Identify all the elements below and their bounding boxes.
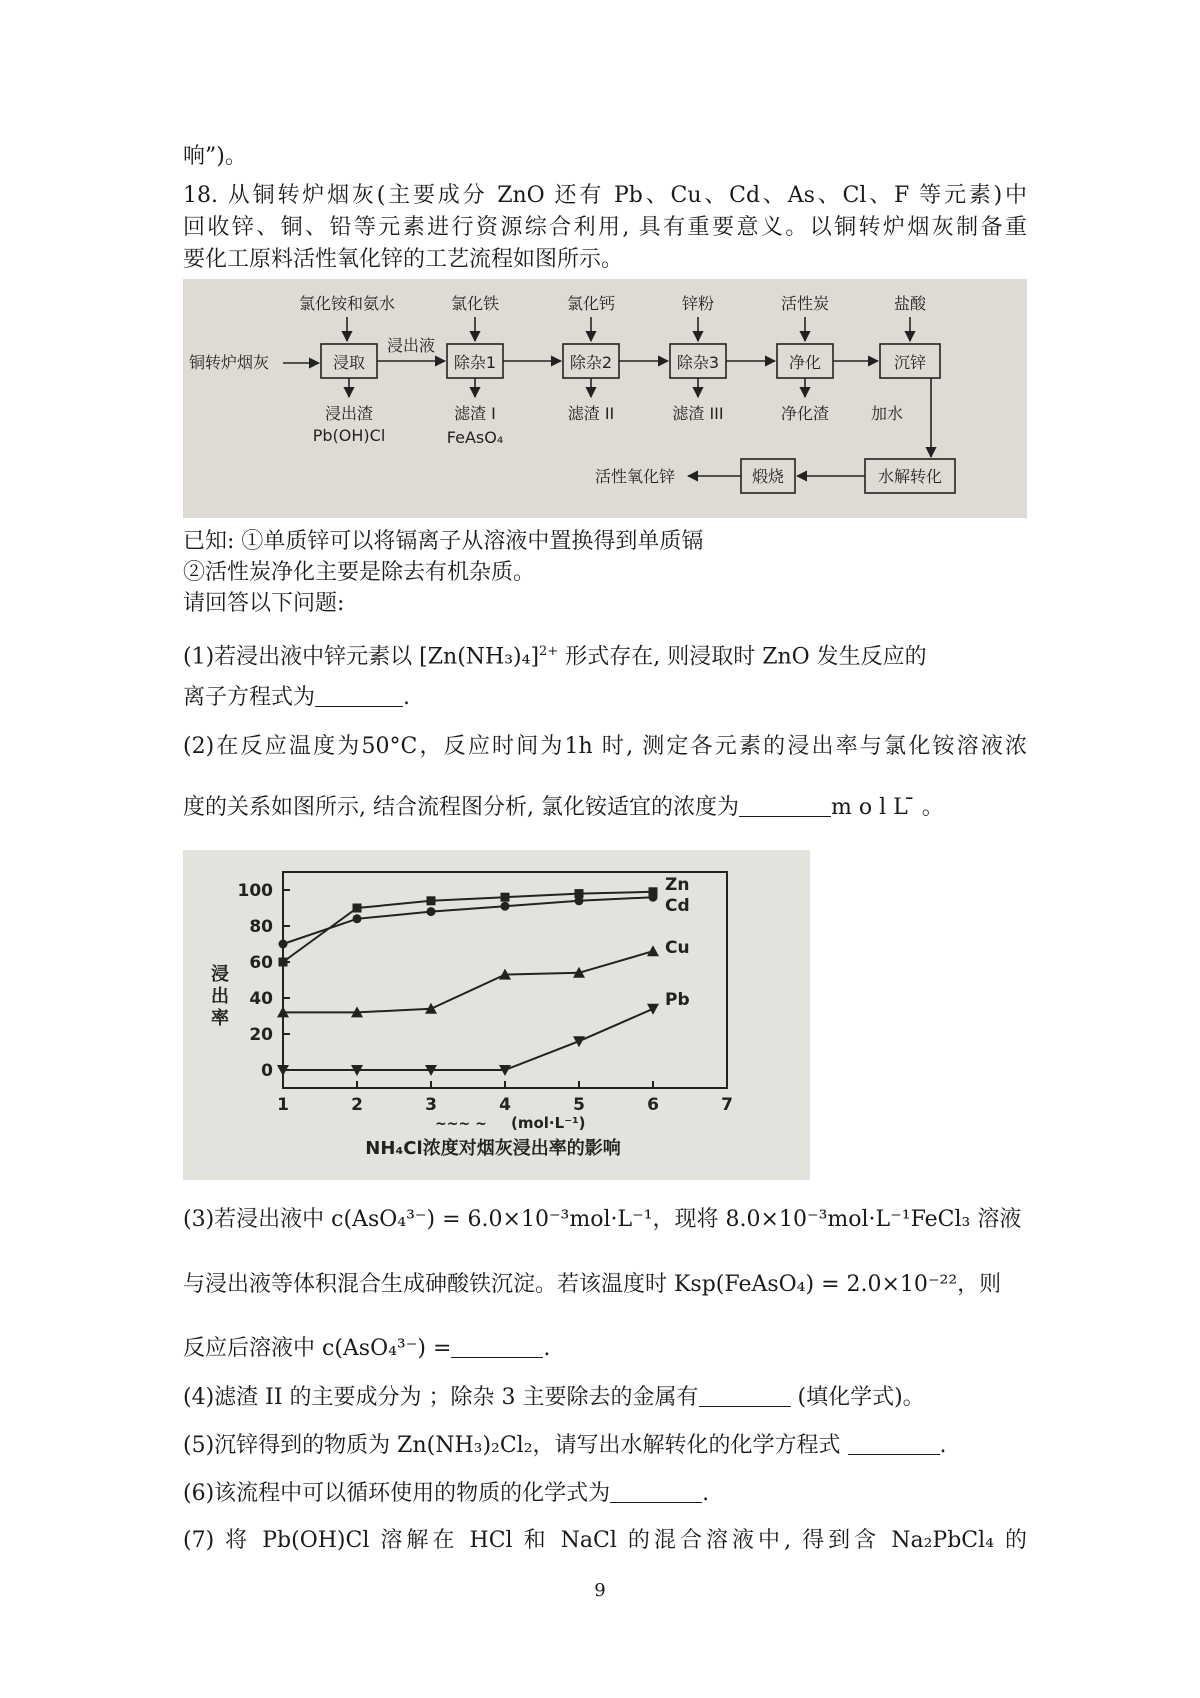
residue-1-formula: FeAsO₄ xyxy=(446,428,504,447)
x-axis-label: (mol·L⁻¹) xyxy=(511,1114,586,1132)
reagent-nh4cl-nh3: 氯化铵和氨水 xyxy=(298,294,396,313)
q1-line2 xyxy=(183,683,410,713)
legend-cd: Cd xyxy=(665,896,690,917)
reagent-activated-carbon: 活性炭 xyxy=(780,294,830,313)
q7-line: (7) 将 Pb(OH)Cl 溶解在 HCl 和 NaCl 的混合溶液中, 得到含 Na₂PbCl₄ 的 xyxy=(183,1528,1027,1553)
q1-label: 离子方程式为 xyxy=(183,685,316,710)
prev-question-tail: 响”)。 xyxy=(183,144,247,169)
x-tick-label: 7 xyxy=(721,1095,733,1115)
residue-3: 滤渣 III xyxy=(672,404,724,423)
q1-prefix: (1)若浸出液中锌元素以 xyxy=(183,644,413,670)
x-tick-label: 1 xyxy=(277,1095,289,1115)
q3-end: . xyxy=(543,1336,551,1361)
step-calcine: 煅烧 xyxy=(751,467,785,486)
point-pb xyxy=(647,1004,659,1015)
step-purify1: 除杂1 xyxy=(453,353,497,372)
q1-suffix: 形式存在, 则浸取时 ZnO 发生反应的 xyxy=(565,644,927,670)
x-tick-label: 4 xyxy=(499,1095,511,1115)
step-clean: 净化 xyxy=(788,353,822,372)
q4-end: (填化学式)。 xyxy=(790,1385,925,1410)
product-label: 活性氧化锌 xyxy=(594,467,676,486)
residue-1: 滤渣 I xyxy=(454,404,496,423)
step-hydrolysis: 水解转化 xyxy=(877,467,943,486)
q1-complex-formula: [Zn(NH₃)₄] xyxy=(419,644,540,670)
point-cu xyxy=(647,945,659,956)
y-tick-label: 60 xyxy=(249,953,273,973)
q2-label: 度的关系如图所示, 结合流程图分析, 氯化铵适宜的浓度为 xyxy=(183,795,739,820)
known-2: ②活性炭净化主要是除去有机杂质。 xyxy=(183,560,536,585)
reagent-fecl3: 氯化铁 xyxy=(450,294,500,313)
reagent-zn-powder: 锌粉 xyxy=(681,294,715,313)
y-axis-label: 浸出率 xyxy=(211,964,229,1029)
series-line-zn xyxy=(283,892,653,962)
point-cd xyxy=(575,896,584,905)
legend-pb: Pb xyxy=(665,989,690,1010)
add-water-label: 加水 xyxy=(871,404,904,423)
step-purify2: 除杂2 xyxy=(569,353,613,372)
chart-title: NH₄Cl浓度对烟灰浸出率的影响 xyxy=(365,1138,621,1159)
point-zn xyxy=(427,896,436,905)
residue-leach-formula: Pb(OH)Cl xyxy=(312,426,386,445)
x-tick-label: 6 xyxy=(647,1095,659,1115)
series-line-cu xyxy=(283,951,653,1012)
q1-line1 xyxy=(183,637,927,672)
q5-label: (5)沉锌得到的物质为 Zn(NH₃)₂Cl₂，请写出水解转化的化学方程式 xyxy=(183,1433,848,1458)
y-tick-label: 40 xyxy=(249,989,273,1009)
point-cd xyxy=(501,902,510,911)
q4-label: (4)滤渣 II 的主要成分为 ；除杂 3 主要除去的金属有 xyxy=(183,1385,699,1410)
q1-answer-blank[interactable] xyxy=(315,684,403,707)
q18-stem-line3: 要化工原料活性氧化锌的工艺流程如图所示。 xyxy=(183,247,624,272)
y-tick-label: 20 xyxy=(249,1025,273,1045)
point-cd xyxy=(649,893,658,902)
x-tick-label: 3 xyxy=(425,1095,437,1115)
q6-line xyxy=(183,1479,709,1509)
q4-line xyxy=(183,1383,925,1413)
q2-answer-blank[interactable] xyxy=(739,794,831,817)
q2-unit: m o l L ̄ 。 xyxy=(830,795,944,820)
q18-stem-line2: 回收锌、铜、铅等元素进行资源综合利用, 具有重要意义。以铜转炉烟灰制备重 xyxy=(183,215,1027,240)
q5-answer-blank[interactable] xyxy=(848,1432,940,1455)
q1-end: . xyxy=(403,685,411,710)
q6-end: . xyxy=(702,1481,710,1506)
q5-line xyxy=(183,1431,947,1461)
q3-line2: 与浸出液等体积混合生成砷酸铁沉淀。若该温度时 Ksp(FeAsO₄) = 2.0×10⁻²²，则 xyxy=(183,1272,1002,1297)
point-cd xyxy=(353,914,362,923)
residue-clean: 净化渣 xyxy=(780,404,830,423)
stream-leachate: 浸出液 xyxy=(386,336,436,355)
q2-line1: (2)在反应温度为50°C，反应时间为1h 时, 测定各元素的浸出率与氯化铵溶液浓 xyxy=(183,734,1027,759)
residue-leach: 浸出渣 xyxy=(324,404,374,423)
x-tick-label: 2 xyxy=(351,1095,363,1115)
feed-label: 铜转炉烟灰 xyxy=(189,353,270,372)
x-tick-label: 5 xyxy=(573,1095,585,1115)
step-purify3: 除杂3 xyxy=(676,353,720,372)
q6-label: (6)该流程中可以循环使用的物质的化学式为 xyxy=(183,1481,611,1506)
series-line-pb xyxy=(283,1009,653,1070)
q3-line3 xyxy=(183,1334,550,1364)
q4-answer-blank[interactable] xyxy=(699,1384,791,1407)
q3-answer-blank[interactable] xyxy=(451,1335,543,1358)
point-pb xyxy=(573,1036,585,1047)
step-leach: 浸取 xyxy=(332,353,366,372)
point-cd xyxy=(279,940,288,949)
q3-line1: (3)若浸出液中 c(AsO₄³⁻) = 6.0×10⁻³mol·L⁻¹，现将 8.0×10⁻³mol·L⁻¹FeCl₃ 溶液 xyxy=(183,1207,1022,1232)
q1-complex-charge: 2+ xyxy=(539,644,559,659)
flow-svg xyxy=(183,279,1027,518)
process-flow-diagram xyxy=(183,279,1027,518)
q2-line2 xyxy=(183,793,944,823)
reagent-hcl: 盐酸 xyxy=(893,294,927,313)
q6-answer-blank[interactable] xyxy=(610,1480,702,1503)
residue-2: 滤渣 II xyxy=(567,404,615,423)
point-cd xyxy=(427,907,436,916)
legend-cu: Cu xyxy=(665,938,690,959)
x-axis-label-prefix: ~~~ ~ xyxy=(435,1116,487,1132)
point-zn xyxy=(279,958,288,967)
prompt-answer: 请回答以下问题: xyxy=(183,591,345,616)
page-number: 9 xyxy=(594,1580,606,1601)
q18-stem-line1: 18. 从铜转炉烟灰(主要成分 ZnO 还有 Pb、Cu、Cd、As、Cl、F 等元素)中 xyxy=(183,183,1027,208)
point-zn xyxy=(501,893,510,902)
chart-svg xyxy=(183,850,810,1180)
reagent-cacl2: 氯化钙 xyxy=(566,294,616,313)
y-tick-label: 0 xyxy=(261,1061,273,1081)
leach-rate-chart xyxy=(183,850,810,1180)
y-tick-label: 80 xyxy=(249,917,273,937)
q5-end: . xyxy=(939,1433,947,1458)
y-tick-label: 100 xyxy=(237,881,273,901)
step-precipitate-zn: 沉锌 xyxy=(893,353,927,372)
legend-zn: Zn xyxy=(665,874,690,895)
point-zn xyxy=(353,904,362,913)
known-1: 已知: ①单质锌可以将镉离子从溶液中置换得到单质镉 xyxy=(183,529,704,554)
q3-label: 反应后溶液中 c(AsO₄³⁻) = xyxy=(183,1336,452,1361)
